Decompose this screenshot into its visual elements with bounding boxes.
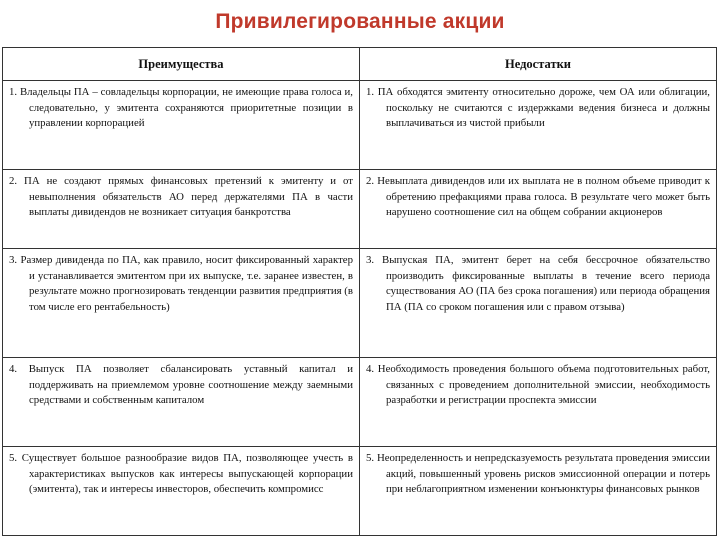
advantage-text: 2. ПА не создают прямых финансовых претензий к эмитенту и от невыполнения обязательств АО перед держателями ПА в части выплаты дивидендов не возникает ситуация банкротства: [9, 175, 353, 218]
advantage-text: 4. Выпуск ПА позволяет сбалансировать уставный капитал и поддерживать на приемлемом уровне соотношение между заемными средствами и собственным капиталом: [9, 363, 353, 406]
disadvantage-text: 2. Невыплата дивидендов или их выплата не в полном объеме приводит к обретению префакциями права голоса. В результате чего может быть нарушено соотношение сил на общем собрании акционеров: [366, 175, 710, 218]
disadvantage-text: 4. Необходимость проведения большого объема подготовительных работ, связанных с проведением дополнительной эмиссии, необходимость разработки и регистрации проспекта эмиссии: [366, 363, 710, 406]
advantage-text: 5. Существует большое разнообразие видов ПА, позволяющее учесть в характеристиках выпусков как интересы выпускающей корпорации (эмитента), так и интересы инвесторов, обеспечить компромисс: [9, 452, 353, 495]
table-row: [3, 447, 717, 536]
disadvantage-cell: [360, 358, 717, 447]
disadvantage-cell: [360, 170, 717, 249]
table-row: [3, 249, 717, 358]
disadvantage-cell: [360, 249, 717, 358]
disadvantage-cell: [360, 81, 717, 170]
table-row: [3, 81, 717, 170]
disadvantage-text: 3. Выпуская ПА, эмитент берет на себя бессрочное обязательство производить фиксированные выплаты в течение всего периода существования АО (ПА без срока погашения) или периода обращения ПА (ПА со сроком погашения или с правом отзыва): [366, 254, 710, 313]
advantage-cell: [3, 447, 360, 536]
comparison-table: [2, 47, 717, 536]
disadvantage-text: 1. ПА обходятся эмитенту относительно дороже, чем ОА или облигации, поскольку не считаются с издержками ведения бизнеса и должны выплачиваться из чистой прибыли: [366, 86, 710, 129]
advantage-cell: [3, 81, 360, 170]
table-row: [3, 170, 717, 249]
advantage-cell: [3, 170, 360, 249]
disadvantage-text: 5. Неопределенность и непредсказуемость результата проведения эмиссии акций, повышенный уровень рисков эмиссионной операции и потерь при неблагоприятном изменении конъюнктуры финансовых рынков: [366, 452, 710, 495]
table-header-row: [3, 48, 717, 81]
table-row: [3, 358, 717, 447]
disadvantage-cell: [360, 447, 717, 536]
advantage-cell: [3, 358, 360, 447]
header-disadvantages: Недостатки: [360, 48, 717, 81]
advantage-text: 1. Владельцы ПА – совладельцы корпорации, не имеющие права голоса и, следовательно, у эмитента сохраняются приоритетные позиции в управлении корпорацией: [9, 86, 353, 129]
slide-title: Привилегированные акции: [215, 10, 505, 33]
advantage-cell: [3, 249, 360, 358]
advantage-text: 3. Размер дивиденда по ПА, как правило, носит фиксированный характер и устанавливается эмитентом при их выпуске, т.е. заранее известен, в результате можно прогнозировать тенденции развития предприятия (в том числе его рентабельность): [9, 254, 353, 313]
header-advantages: Преимущества: [3, 48, 360, 81]
